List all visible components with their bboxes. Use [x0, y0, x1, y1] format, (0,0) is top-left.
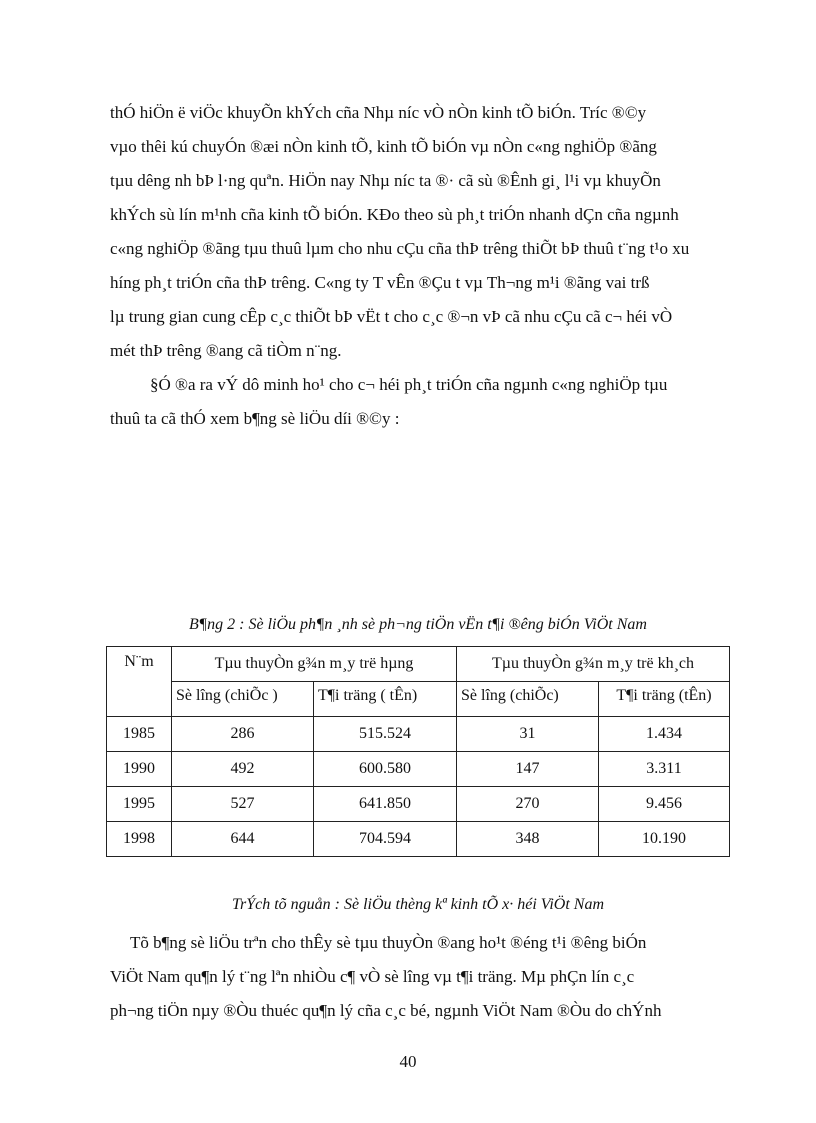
passenger-tonnage-cell: 1.434	[599, 717, 730, 752]
paragraph-line: §Ó ®a ra vÝ dô minh ho¹ cho c¬ héi ph¸t triÓn cña ngµnh c«ng nghiÖp tµu	[150, 375, 668, 394]
year-cell: 1995	[107, 787, 172, 822]
table-caption: B¶ng 2 : Sè liÖu ph¶n ¸nh sè ph¬ng tiÖn vËn t¶i ®êng biÓn ViÖt Nam	[189, 616, 647, 633]
cargo-tonnage-cell: 515.524	[314, 717, 457, 752]
passenger-count-cell: 348	[457, 822, 599, 857]
paragraph-line: lµ trung gian cung cÊp c¸c thiÕt bÞ vËt t cho c¸c ®¬n vÞ cã nhu cÇu cã c¬ héi vÒ	[110, 307, 673, 326]
passenger-tonnage-header: T¶i träng (tÊn)	[599, 682, 730, 717]
paragraph-line: ph¬ng tiÖn nµy ®Òu thuéc qu¶n lý cña c¸c bé, ngµnh ViÖt Nam ®Òu do chÝnh	[110, 1001, 662, 1020]
year-cell: 1998	[107, 822, 172, 857]
paragraph-line: Tõ b¶ng sè liÖu trªn cho thÊy sè tµu thuyÒn ®ang ho¹t ®éng t¹i ®êng biÓn	[130, 933, 647, 952]
cargo-tonnage-cell: 704.594	[314, 822, 457, 857]
paragraph-line: tµu dêng nh bÞ l·ng quªn. HiÖn nay Nhµ níc ta ®· cã sù ®Ênh gi¸ l¹i vµ khuyÕn	[110, 171, 661, 190]
paragraph-line: ViÖt Nam qu¶n lý t¨ng lªn nhiÒu c¶ vÒ sè lîng vµ t¶i träng. Mµ phÇn lín c¸c	[110, 967, 635, 986]
cargo-count-cell: 644	[172, 822, 314, 857]
source-caption: TrÝch tõ nguån : Sè liÖu thèng kª kinh tÕ x· héi ViÖt Nam	[231, 896, 605, 913]
table-row	[107, 717, 730, 752]
table-subheader-row	[107, 682, 730, 717]
year-header: N¨m	[107, 647, 172, 717]
passenger-tonnage-cell: 3.311	[599, 752, 730, 787]
year-cell: 1985	[107, 717, 172, 752]
paragraph-line: híng ph¸t triÓn cña thÞ trêng. C«ng ty T vÊn ®Çu t vµ Th¬ng m¹i ®ãng vai trß	[110, 273, 650, 292]
paragraph-line: khÝch sù lín m¹nh cña kinh tÕ biÓn. KÐo theo sù ph¸t triÓn nhanh dÇn cña ngµnh	[110, 205, 679, 224]
cargo-tonnage-cell: 600.580	[314, 752, 457, 787]
paragraph-line: thÓ hiÖn ë viÖc khuyÕn khÝch cña Nhµ níc vÒ nÒn kinh tÕ biÓn. Tríc ®©y	[110, 103, 647, 122]
passenger-count-cell: 147	[457, 752, 599, 787]
cargo-tonnage-header: T¶i träng ( tÊn)	[314, 682, 457, 717]
cargo-count-header: Sè lîng (chiÕc )	[172, 682, 314, 717]
paragraph-1	[110, 96, 742, 368]
paragraph-line: vµo thêi kú chuyÓn ®æi nÒn kinh tÕ, kinh tÕ biÓn vµ nÒn c«ng nghiÖp ®ãng	[110, 137, 657, 156]
data-table	[106, 646, 730, 857]
page-number: 40	[399, 1052, 417, 1071]
cargo-count-cell: 527	[172, 787, 314, 822]
passenger-count-cell: 31	[457, 717, 599, 752]
paragraph-3	[110, 926, 742, 1028]
table-row	[107, 787, 730, 822]
cargo-count-cell: 492	[172, 752, 314, 787]
table-header-row	[107, 647, 730, 682]
paragraph-2	[110, 368, 742, 436]
cargo-count-cell: 286	[172, 717, 314, 752]
passenger-count-cell: 270	[457, 787, 599, 822]
cargo-group-header: Tµu thuyÒn g¾n m¸y trë hµng	[172, 647, 457, 682]
paragraph-line: c«ng nghiÖp ®ãng tµu thuû lµm cho nhu cÇu cña thÞ trêng thiÕt bÞ thuû t¨ng t¹o xu	[110, 239, 690, 258]
passenger-group-header: Tµu thuyÒn g¾n m¸y trë kh¸ch	[457, 647, 730, 682]
paragraph-line: thuû ta cã thÓ xem b¶ng sè liÖu díi ®©y :	[110, 409, 400, 428]
table-row	[107, 752, 730, 787]
passenger-count-header: Sè lîng (chiÕc)	[457, 682, 599, 717]
year-cell: 1990	[107, 752, 172, 787]
paragraph-line: mét thÞ trêng ®ang cã tiÒm n¨ng.	[110, 341, 342, 360]
passenger-tonnage-cell: 9.456	[599, 787, 730, 822]
passenger-tonnage-cell: 10.190	[599, 822, 730, 857]
cargo-tonnage-cell: 641.850	[314, 787, 457, 822]
table-row	[107, 822, 730, 857]
